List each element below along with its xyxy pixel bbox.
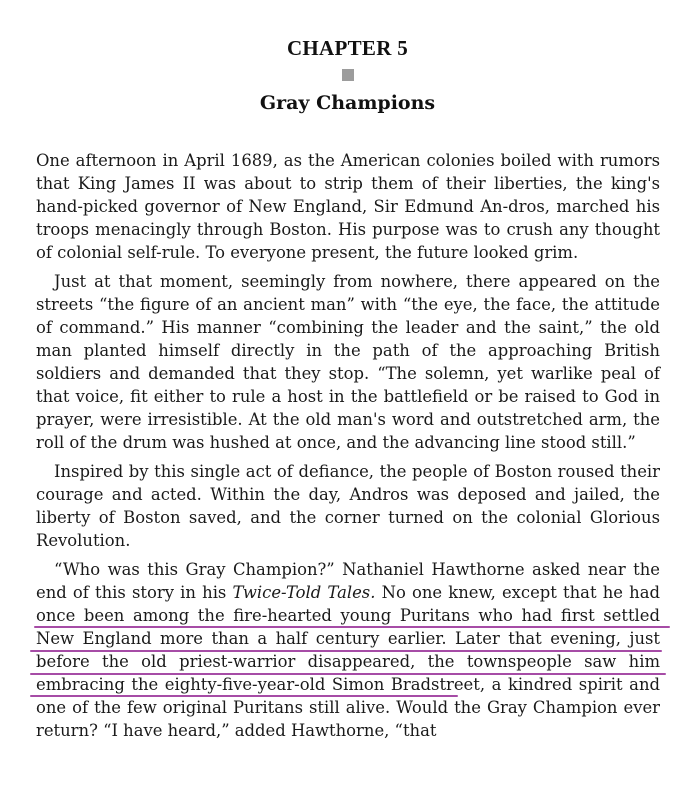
paragraph-1: One afternoon in April 1689, as the American colonies boiled with rumors that King James II was about to strip them of their liberties, the king's hand-picked governor of New England, Sir Edmund An-dros, marched his troops menacingly through Boston. His purpose was to crush any thought of colonial self-rule. To everyone present, the future looked grim. [36,151,660,262]
book-title-emphasis: Twice-Told Tales. [232,583,376,602]
paragraph-4-text-start: “Who was this Gray Champion?” Nathaniel Hawthorne asked near the end of this story in his [36,560,660,602]
chapter-label: CHAPTER 5 [286,36,409,60]
paragraph-3: Inspired by this single act of defiance, the people of Boston roused their courage and acted. Within the day, Andros was deposed and jailed, the liberty of Boston saved, and the corner turned on the colonial Glorious Revolution. [36,462,660,550]
paragraph-2: Just at that moment, seemingly from nowhere, there appeared on the streets “the figure of an ancient man” with “the eye, the face, the attitude of command.” His manner “combining the leader and the saint,” the old man planted himself directly in the path of the approaching British soldiers and demanded that they stop. “The solemn, yet warlike peal of that voice, fit either to rule a host in the battlefield or be raised to God in prayer, were irresistible. At the old man's word and outstretched arm, the roll of the drum was hushed at once, and the advancing line stood still.” [36,272,660,452]
paragraph-4-text-end: No one knew, except that he had once been among the fire-hearted young Puritans who had first settled New England more than a half century earlier. Later that evening, just before the old priest-warrior disappeared, the townspeople saw him embracing the eighty-five-year-old Simon Bradstreet, a kindred spirit and one of the few original Puritans still alive. Would the Gray Champion ever return? “I have heard,” added Hawthorne, “that [36,583,660,740]
chapter-body [36,149,660,742]
highlight-underline-4[interactable] [30,695,458,697]
highlight-underline-2[interactable] [30,650,662,652]
highlight-underline-1[interactable] [34,626,670,628]
chapter-title: Gray Champions [259,92,436,114]
chapter-ornament [342,69,354,81]
highlight-underline-3[interactable] [30,673,666,675]
